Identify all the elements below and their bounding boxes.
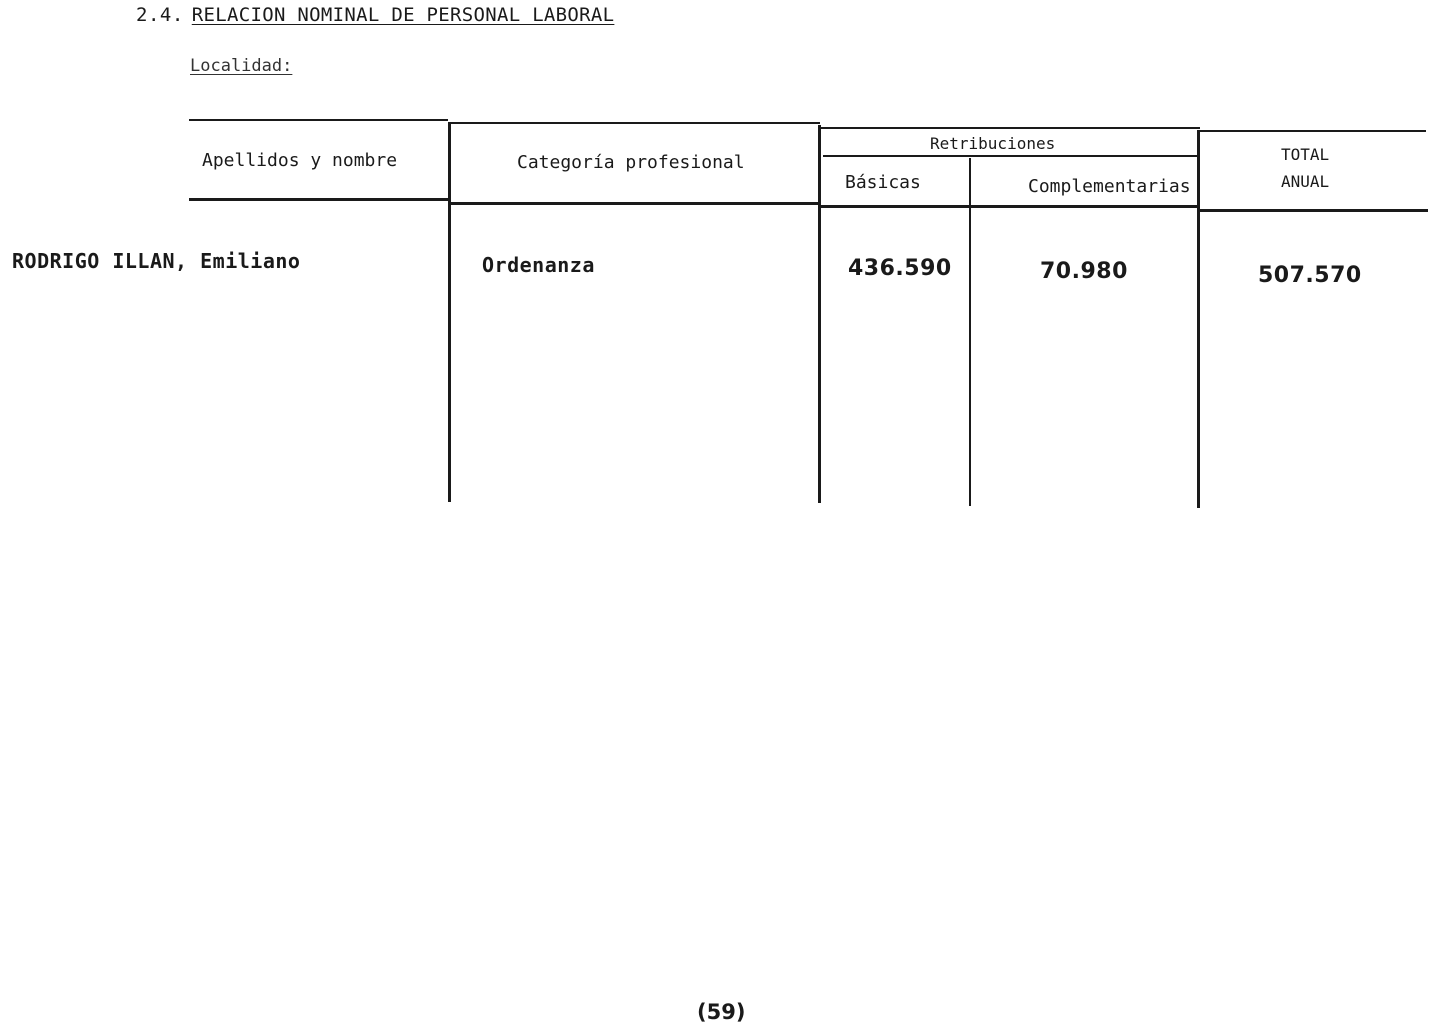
table-top-rule	[189, 119, 448, 121]
header-bottom-rule-2	[448, 202, 820, 205]
section-title	[136, 4, 614, 26]
row-category: Ordenanza	[482, 253, 595, 277]
header-bottom-rule	[189, 198, 448, 201]
table-top-rule-4	[1198, 130, 1426, 132]
header-complementarias: Complementarias	[1028, 176, 1191, 197]
row-name: RODRIGO ILLAN, Emiliano	[12, 249, 301, 273]
table-top-rule-3	[820, 127, 1200, 129]
locality-label: Localidad:	[190, 56, 293, 76]
section-title-text: RELACION NOMINAL DE PERSONAL LABORAL	[191, 4, 615, 26]
column-divider-3	[969, 158, 971, 506]
header-basicas: Básicas	[845, 172, 921, 193]
column-divider-2	[818, 125, 821, 503]
retribuciones-rule	[823, 155, 1199, 157]
header-name: Apellidos y nombre	[202, 150, 398, 171]
row-basicas: 436.590	[848, 256, 952, 281]
column-divider-4	[1197, 130, 1200, 508]
header-retribuciones: Retribuciones	[930, 134, 1056, 153]
header-bottom-rule-4	[1198, 209, 1428, 212]
table-top-rule-2	[448, 122, 820, 124]
column-divider-1	[448, 122, 451, 502]
page-number: (59)	[697, 1000, 746, 1024]
section-number: 2.4.	[136, 4, 184, 26]
header-bottom-rule-3	[820, 205, 1200, 208]
row-complementarias: 70.980	[1040, 259, 1128, 284]
header-category: Categoría profesional	[517, 152, 745, 173]
row-total: 507.570	[1258, 263, 1362, 288]
header-total-line1: TOTAL	[1281, 145, 1330, 164]
header-total-line2: ANUAL	[1281, 172, 1330, 191]
